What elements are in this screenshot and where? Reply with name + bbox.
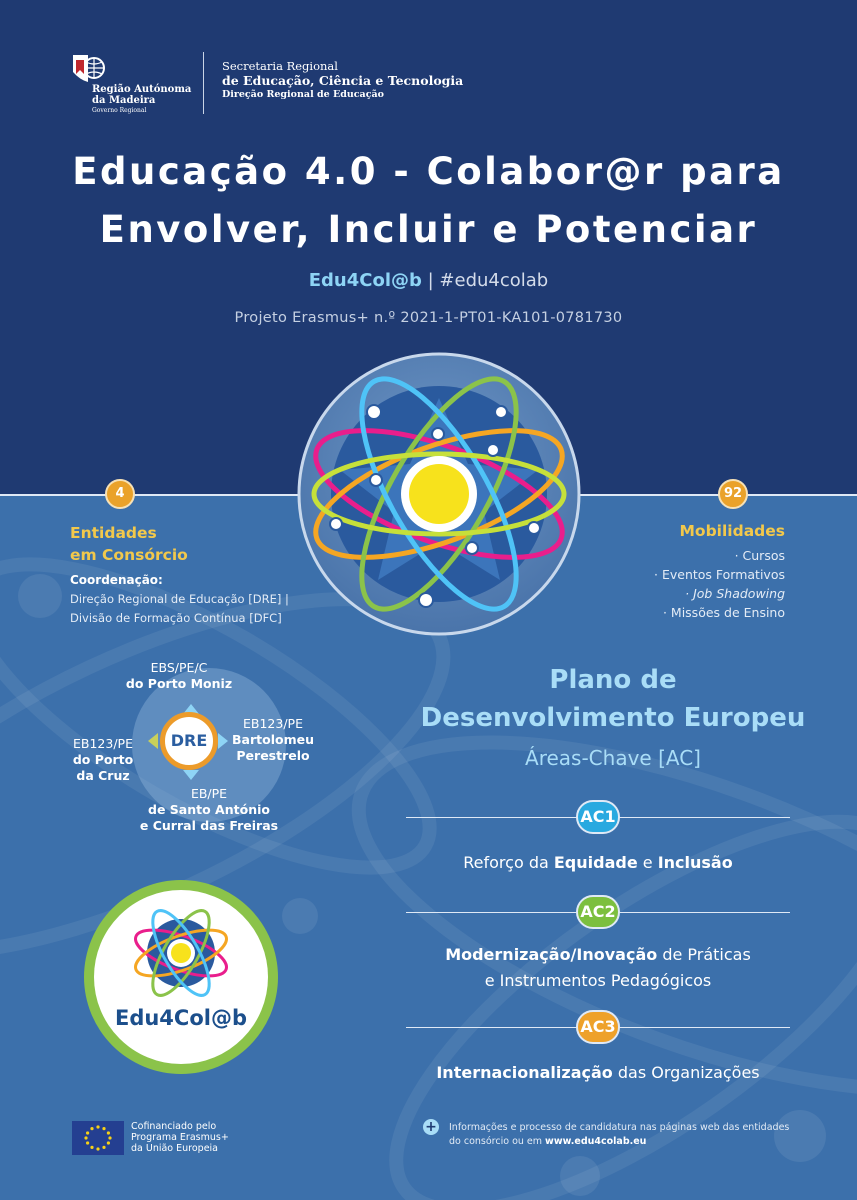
ac-emphasis: Inclusão xyxy=(657,853,733,872)
eu-flag-icon xyxy=(72,1121,124,1155)
school-porto-moniz xyxy=(95,660,263,692)
ac3-badge: AC3 xyxy=(576,1010,620,1044)
info-text xyxy=(449,1121,809,1149)
school-code: EB123/PE xyxy=(243,716,303,731)
ac-emphasis: Equidade xyxy=(553,853,638,872)
entities-count-badge: 4 xyxy=(105,479,135,509)
ac-text: Reforço da xyxy=(463,853,554,872)
eu-line2: Programa Erasmus+ xyxy=(131,1132,229,1143)
mobility-item: · Eventos Formativos xyxy=(654,567,785,582)
mobility-item: · Missões de Ensino xyxy=(662,605,785,620)
region-line3: Governo Regional xyxy=(92,107,147,114)
secretaria-label xyxy=(222,60,463,101)
school-porto-da-cruz xyxy=(58,736,148,784)
hashtag: #edu4colab xyxy=(439,270,549,291)
project-number: Projeto Erasmus+ n.º 2021-1-PT01-KA101-0781730 xyxy=(234,310,623,326)
school-name: Perestrelo xyxy=(236,748,310,763)
entities-title xyxy=(70,522,188,566)
school-code: EBS/PE/C xyxy=(150,660,208,675)
ac3-description xyxy=(406,1060,790,1086)
mobility-item: · Job Shadowing xyxy=(685,586,785,601)
school-code: EB123/PE xyxy=(73,736,133,751)
eu-line1: Cofinanciado pelo xyxy=(131,1121,217,1132)
ac-emphasis: Internacionalização xyxy=(436,1063,613,1082)
ac1-badge: AC1 xyxy=(576,800,620,834)
info-line1: Informações e processo de candidatura nas páginas web das entidades xyxy=(449,1122,790,1133)
website-link[interactable]: www.edu4colab.eu xyxy=(545,1136,647,1147)
page-title-line2: Envolver, Incluir e Potenciar xyxy=(99,208,758,251)
eu-line3: da União Europeia xyxy=(131,1143,219,1154)
eu-cofinancing-label xyxy=(131,1121,229,1154)
region-line1: Região Autónoma xyxy=(92,84,192,95)
school-name: Bartolomeu xyxy=(232,732,314,747)
info-line2: do consórcio ou em xyxy=(449,1136,546,1147)
dre-badge: DRE xyxy=(160,712,218,770)
page-title-line1: Educação 4.0 - Colabor@r para xyxy=(72,150,785,193)
school-code: EB/PE xyxy=(190,786,228,801)
ac-text: das Organizações xyxy=(612,1063,760,1082)
logo-wordmark: Edu4Col@b xyxy=(114,1006,247,1030)
coordination-line2: Divisão de Formação Contínua [DFC] xyxy=(70,611,282,625)
secretaria-line1: Secretaria Regional xyxy=(222,59,338,73)
tagline-separator: | xyxy=(421,270,440,291)
school-name: do Porto xyxy=(72,752,134,767)
ac-text: e Instrumentos Pedagógicos xyxy=(484,971,712,990)
project-name: Edu4Col@b xyxy=(308,270,422,291)
ac2-badge: AC2 xyxy=(576,895,620,929)
tagline xyxy=(0,270,857,291)
logo-atom-icon xyxy=(128,900,234,1006)
ac2-description xyxy=(406,942,790,994)
ac-text: e xyxy=(637,853,658,872)
mobility-item: · Cursos xyxy=(734,548,785,563)
arrow-down-icon xyxy=(183,770,199,780)
plan-title-line1: Plano de xyxy=(549,665,677,695)
entities-title-line2: em Consórcio xyxy=(70,546,188,564)
entities-title-line1: Entidades xyxy=(70,524,157,542)
secretaria-line3: Direção Regional de Educação xyxy=(222,89,384,100)
ac1-description xyxy=(406,850,790,876)
school-name: e Curral das Freiras xyxy=(139,818,279,833)
coordination-label: Coordenação: xyxy=(70,573,163,587)
secretaria-line2: de Educação, Ciência e Tecnologia xyxy=(222,73,464,88)
school-bartolomeu-perestrelo xyxy=(217,716,329,764)
school-name: da Cruz xyxy=(76,768,130,783)
mobilities-count-badge: 92 xyxy=(718,479,748,509)
mobilities-title: Mobilidades xyxy=(679,522,785,540)
header-separator xyxy=(203,52,204,114)
school-santo-antonio xyxy=(125,786,293,834)
ac-text: de Práticas xyxy=(657,945,751,964)
school-name: do Porto Moniz xyxy=(125,676,233,691)
school-name: de Santo António xyxy=(148,802,270,817)
ac-emphasis: Modernização/Inovação xyxy=(445,945,658,964)
plus-icon: + xyxy=(423,1119,439,1135)
region-line2: da Madeira xyxy=(92,95,156,106)
coordination-line1: Direção Regional de Educação [DRE] | xyxy=(70,592,289,606)
arrow-left-icon xyxy=(148,733,158,749)
plan-title-line2: Desenvolvimento Europeu xyxy=(420,703,806,733)
atom-illustration xyxy=(286,352,592,636)
region-label xyxy=(92,84,191,115)
plan-subtitle: Áreas-Chave [AC] xyxy=(525,746,701,770)
